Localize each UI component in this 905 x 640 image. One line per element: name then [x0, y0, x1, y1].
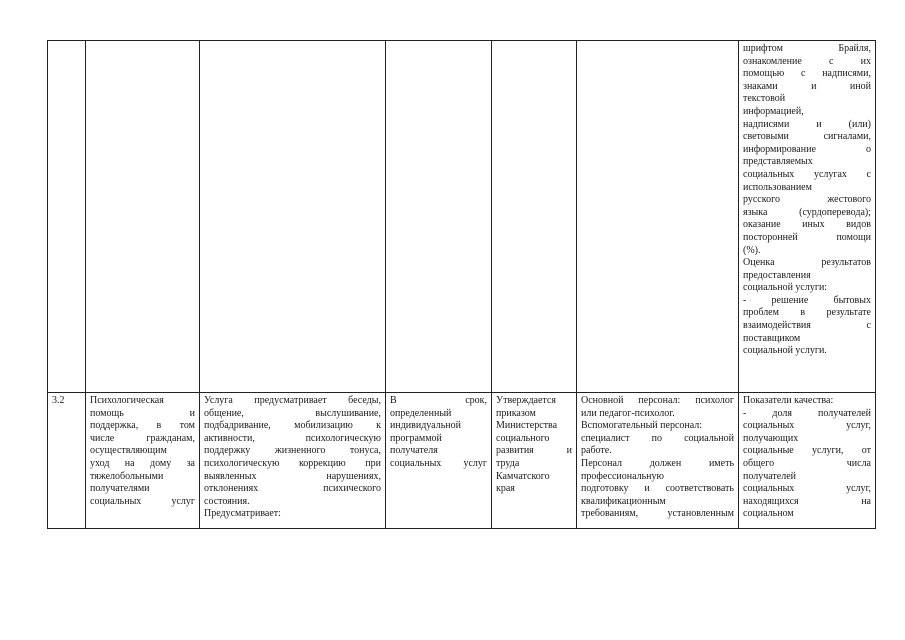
text-block — [743, 395, 871, 528]
cell-quality-indicators — [739, 41, 876, 393]
text-line: (%). — [743, 244, 761, 256]
text-line: социального — [496, 432, 550, 444]
text-line: помощь и — [90, 407, 195, 419]
cell-service-conditions — [577, 393, 739, 529]
table-row — [48, 41, 876, 393]
cell-service-conditions — [577, 41, 739, 393]
text-line: тяжелобольными — [90, 470, 164, 482]
cell-service-term — [386, 41, 492, 393]
text-line: получателя — [390, 445, 438, 457]
text-line: Персонал должен иметь — [581, 457, 734, 469]
text-line: Утверждается — [496, 395, 556, 406]
text-line: квалификационным — [581, 495, 666, 507]
text-line: общение, выслушивание, — [204, 407, 381, 419]
text-line: взаимодействия с — [743, 320, 871, 332]
text-line: текстовой — [743, 93, 786, 105]
text-line: языка (сурдоперевода); — [743, 206, 871, 218]
text-line: световыми сигналами, — [743, 131, 871, 143]
text-line: развития и — [496, 445, 572, 457]
text-line: использованием — [743, 181, 812, 193]
text-line: - доля получателей — [743, 407, 871, 419]
text-line: приказом — [496, 407, 536, 419]
text-line: Основной персонал: психолог — [581, 395, 734, 406]
row-number: 3.2 — [52, 395, 65, 406]
text-line: поставщиком — [743, 332, 801, 344]
cell-service-term — [386, 393, 492, 529]
text-block — [581, 395, 734, 528]
cell-service-description — [200, 41, 386, 393]
cell-service-tariff — [492, 41, 577, 393]
text-line: Министерства — [496, 420, 558, 432]
text-line: социальных услугах с — [743, 168, 871, 180]
text-line: русского жестового — [743, 194, 871, 206]
text-line: социальных услуг — [390, 457, 487, 469]
cell-number — [48, 393, 86, 529]
text-line: специалист по социальной — [581, 432, 734, 444]
text-line: Психологическая — [90, 395, 164, 406]
text-line: выявленных нарушениях, — [204, 470, 381, 482]
text-line: края — [496, 483, 515, 495]
text-line: Оценка результатов — [743, 257, 871, 269]
text-line: уход на дому за — [90, 457, 195, 469]
text-line: Вспомогательный персонал: — [581, 420, 703, 432]
text-line: поддержку жизненного тонуса, — [204, 445, 381, 457]
text-line: подготовку и соответствовать — [581, 483, 734, 495]
cell-service-tariff — [492, 393, 577, 529]
text-line: работе. — [581, 445, 612, 457]
text-line: поддержка, в том — [90, 420, 195, 432]
text-line: информацией, — [743, 105, 804, 117]
text-line: социальных услуг, — [743, 483, 871, 495]
text-line: Камчатского — [496, 470, 550, 482]
text-line: получателями — [90, 483, 150, 495]
text-line: программой — [390, 432, 442, 444]
text-line: социальных услуг, — [743, 420, 871, 432]
text-line: социальных услуг — [90, 495, 195, 507]
cell-service-name — [86, 41, 200, 393]
text-line: активности, психологическую — [204, 432, 381, 444]
text-line: - решение бытовых — [743, 294, 871, 306]
text-line: информирование о — [743, 143, 871, 155]
text-line: шрифтом Брайля, — [743, 43, 871, 54]
text-line: ознакомление с их — [743, 55, 871, 67]
cell-quality-indicators — [739, 393, 876, 529]
text-line: требованиям, установленным — [581, 508, 734, 520]
text-line: социальной услуги: — [743, 282, 828, 294]
text-line: социальной услуги. — [743, 345, 827, 357]
text-line: определенный — [390, 407, 452, 419]
text-block — [90, 395, 195, 528]
text-block — [743, 43, 871, 392]
text-block — [390, 395, 487, 528]
text-line: отклонениях психического — [204, 483, 381, 495]
text-line: социальные услуги, от — [743, 445, 871, 457]
services-table — [47, 40, 876, 529]
text-line: оказание иных видов — [743, 219, 871, 231]
text-line: числе гражданам, — [90, 432, 195, 444]
text-line: помощью с надписями, — [743, 68, 871, 80]
text-line: подбадривание, мобилизацию к — [204, 420, 381, 432]
text-line: проблем в результате — [743, 307, 871, 319]
text-line: Предусматривает: — [204, 508, 281, 520]
text-line: социальном — [743, 508, 794, 520]
text-line: профессиональную — [581, 470, 664, 482]
text-line: психологическую коррекцию при — [204, 457, 381, 469]
text-line: получающих — [743, 432, 799, 444]
text-line: общего числа — [743, 457, 871, 469]
text-block — [204, 395, 381, 528]
text-line: Услуга предусматривает беседы, — [204, 395, 381, 406]
text-line: состояния. — [204, 495, 250, 507]
cell-service-name — [86, 393, 200, 529]
text-line: представляемых — [743, 156, 813, 168]
text-line: осуществляющим — [90, 445, 167, 457]
text-block — [496, 395, 572, 528]
text-line: знаками и иной — [743, 80, 871, 92]
cell-number — [48, 41, 86, 393]
text-line: В срок, — [390, 395, 487, 406]
text-line: или педагог-психолог. — [581, 407, 675, 419]
text-line: предоставления — [743, 269, 811, 281]
text-line: посторонней помощи — [743, 231, 871, 243]
text-line: труда — [496, 457, 520, 469]
text-line: индивидуальной — [390, 420, 461, 432]
text-line: находящихся на — [743, 495, 871, 507]
text-line: надписями и (или) — [743, 118, 871, 130]
text-line: Показатели качества: — [743, 395, 834, 406]
text-line: получателей — [743, 470, 797, 482]
table-row — [48, 393, 876, 529]
cell-service-description — [200, 393, 386, 529]
